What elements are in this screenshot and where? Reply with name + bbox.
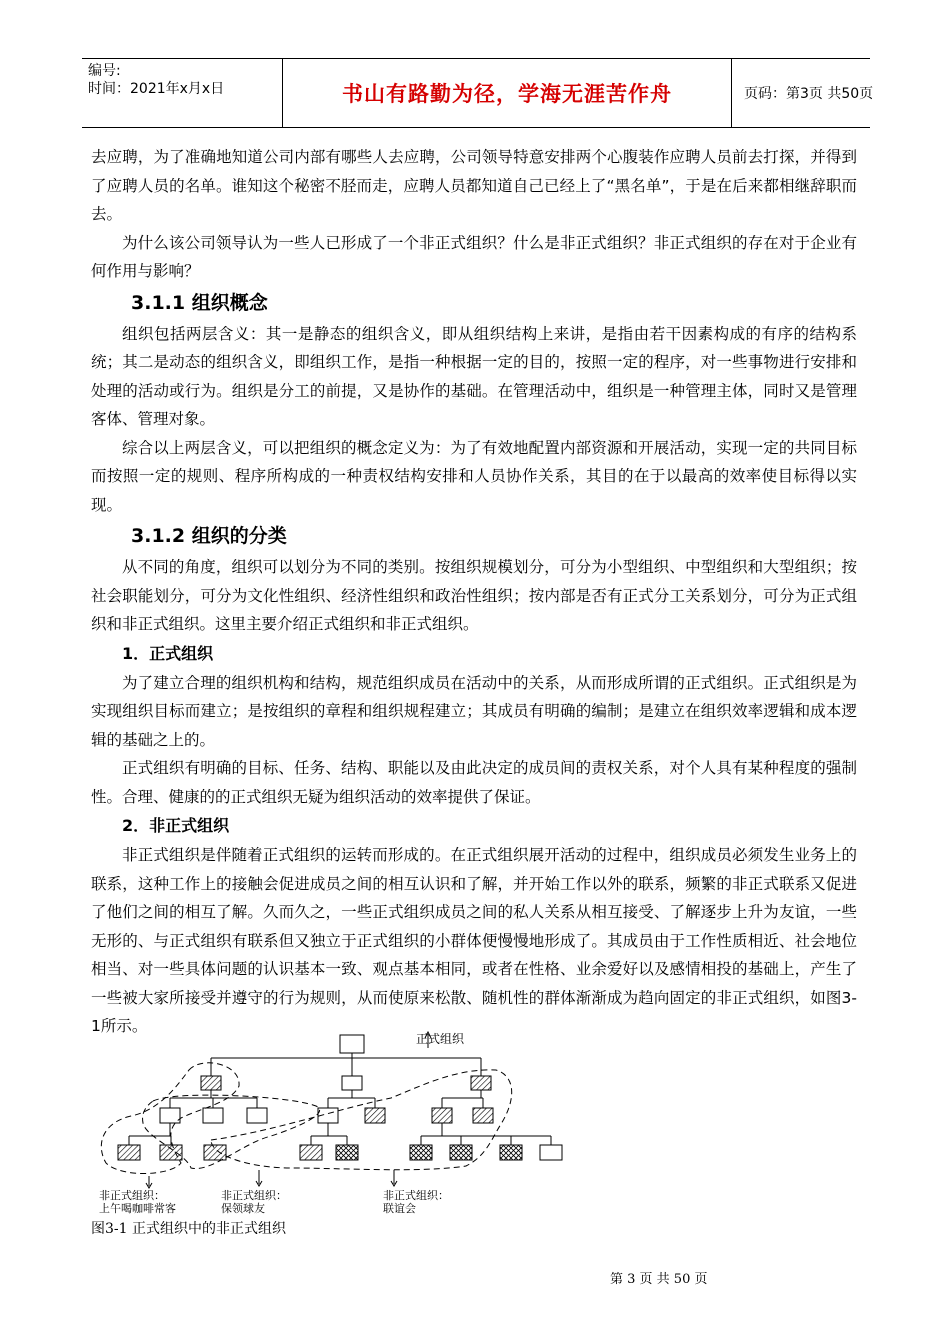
header-page-info [734, 59, 874, 127]
group-club-label-2: 联谊会 [383, 1202, 416, 1215]
header-meta [82, 59, 282, 127]
org-box-l4 [500, 1145, 522, 1160]
page-info-text: 页码：第3页 共50页 [744, 86, 874, 102]
formal-org-label: 正式组织 [416, 1032, 465, 1046]
org-box-l3 [247, 1108, 267, 1123]
org-box-l4 [410, 1145, 432, 1160]
paragraph-1: 去应聘，为了准确地知道公司内部有哪些人去应聘，公司领导特意安排两个心腹装作应聘人员前去打探，并得到了应聘人员的名单。谁知这个秘密不胫而走，应聘人员都知道自己已经上了“黑名单”，于是在后来都相继辞职而去。 [91, 148, 857, 223]
org-box-l4 [450, 1145, 472, 1160]
org-box-top [340, 1035, 364, 1053]
group-coffee-label-1: 非正式组织： [99, 1189, 165, 1202]
paragraph-5: 从不同的角度，组织可以划分为不同的类别。按组织规模划分，可分为小型组织、中型组织和大型组织；按社会职能划分，可分为文化性组织、经济性组织和政治性组织；按内部是否有正式分工关系划分，可分为正式组织和非正式组织。这里主要介绍正式组织和非正式组织。 [91, 558, 857, 633]
section-heading-3-1-2: 3.1.2 组织的分类 [131, 525, 287, 547]
group-ball-label-1: 非正式组织： [221, 1189, 287, 1202]
org-box-l4 [540, 1145, 562, 1160]
org-box-l2-mid [342, 1076, 362, 1090]
org-box-l2-right [471, 1076, 491, 1090]
org-box-l4 [204, 1145, 226, 1160]
org-chart-figure [91, 1028, 571, 1218]
org-box-l3 [432, 1108, 452, 1123]
org-box-l3 [160, 1108, 180, 1123]
org-box-l4 [118, 1145, 140, 1160]
page-footer: 第 3 页 共 50 页 [610, 1272, 708, 1287]
doc-number-label: 编号: [88, 63, 121, 79]
org-box-l3 [203, 1108, 223, 1123]
section-heading-3-1-1: 3.1.1 组织概念 [131, 291, 268, 314]
doc-time-label: 时间：2021年x月x日 [88, 81, 225, 97]
page-header [82, 58, 874, 128]
paragraph-2: 为什么该公司领导认为一些人已形成了一个非正式组织？什么是非正式组织？非正式组织的存在对于企业有何作用与影响？ [91, 233, 857, 280]
paragraph-8: 非正式组织是伴随着正式组织的运转而形成的。在正式组织展开活动的过程中，组织成员必须发生业务上的联系，这种工作上的接触会促进成员之间的相互认识和了解，并开始工作以外的联系，频繁的非正式联系又促进了他们之间的相互了解。久而久之，一些正式组织成员之间的私人关系从相互接受、了解逐步上升为友谊，一些无形的、与正式组织有联系但又独立于正式组织的小群体便慢慢地形成了。其成员由于工作性质相近、社会地位相当、对一些具体问题的认识基本一致、观点基本相同，或者在性格、业余爱好以及感情相投的基础上，产生了一些被大家所接受并遵守的行为规则，从而使原来松散、随机性的群体渐渐成为趋向固定的非正式组织，如图3-1所示。 [91, 846, 857, 1035]
subheading-informal: 2．非正式组织 [122, 816, 230, 835]
org-box-l4 [336, 1145, 358, 1160]
paragraph-4: 综合以上两层含义，可以把组织的概念定义为：为了有效地配置内部资源和开展活动，实现一定的共同目标而按照一定的规则、程序所构成的一种责权结构安排和人员协作关系，其目的在于以最高的效率使目标得以实现。 [91, 438, 857, 514]
org-box-l3 [365, 1108, 385, 1123]
paragraph-7: 正式组织有明确的目标、任务、结构、职能以及由此决定的成员间的责权关系，对个人具有某种程度的强制性。合理、健康的的正式组织无疑为组织活动的效率提供了保证。 [91, 759, 857, 806]
header-motto: 书山有路勤为径，学海无涯苦作舟 [282, 59, 732, 127]
group-arrows [146, 1170, 397, 1188]
group-club-label-1: 非正式组织： [383, 1189, 449, 1202]
subheading-formal: 1．正式组织 [122, 643, 214, 663]
org-box-l4 [160, 1145, 182, 1160]
org-box-l3 [473, 1108, 493, 1123]
group-ball-label-2: 保领球友 [221, 1202, 265, 1215]
paragraph-6: 为了建立合理的组织机构和结构，规范组织成员在活动中的关系，从而形成所谓的正式组织。正式组织是为实现组织目标而建立；是按组织的章程和组织规程建立；其成员有明确的编制；是建立在组织效率逻辑和成本逻辑的基础之上的。 [91, 673, 857, 749]
group-coffee-label-2: 上午喝咖啡常客 [99, 1202, 176, 1215]
paragraph-3: 组织包括两层含义：其一是静态的组织含义，即从组织结构上来讲，是指由若干因素构成的有序的结构系统；其二是动态的组织含义，即组织工作，是指一种根据一定的目的，按照一定的程序，对一些事物进行安排和处理的活动或行为。组织是分工的前提，又是协作的基础。在管理活动中，组织是一种管理主体，同时又是管理客体、管理对象。 [91, 324, 857, 428]
figure-caption: 图3-1 正式组织中的非正式组织 [91, 1221, 286, 1237]
org-box-l4 [300, 1145, 322, 1160]
document-body [91, 143, 857, 1041]
org-box-l2-left [201, 1076, 221, 1090]
